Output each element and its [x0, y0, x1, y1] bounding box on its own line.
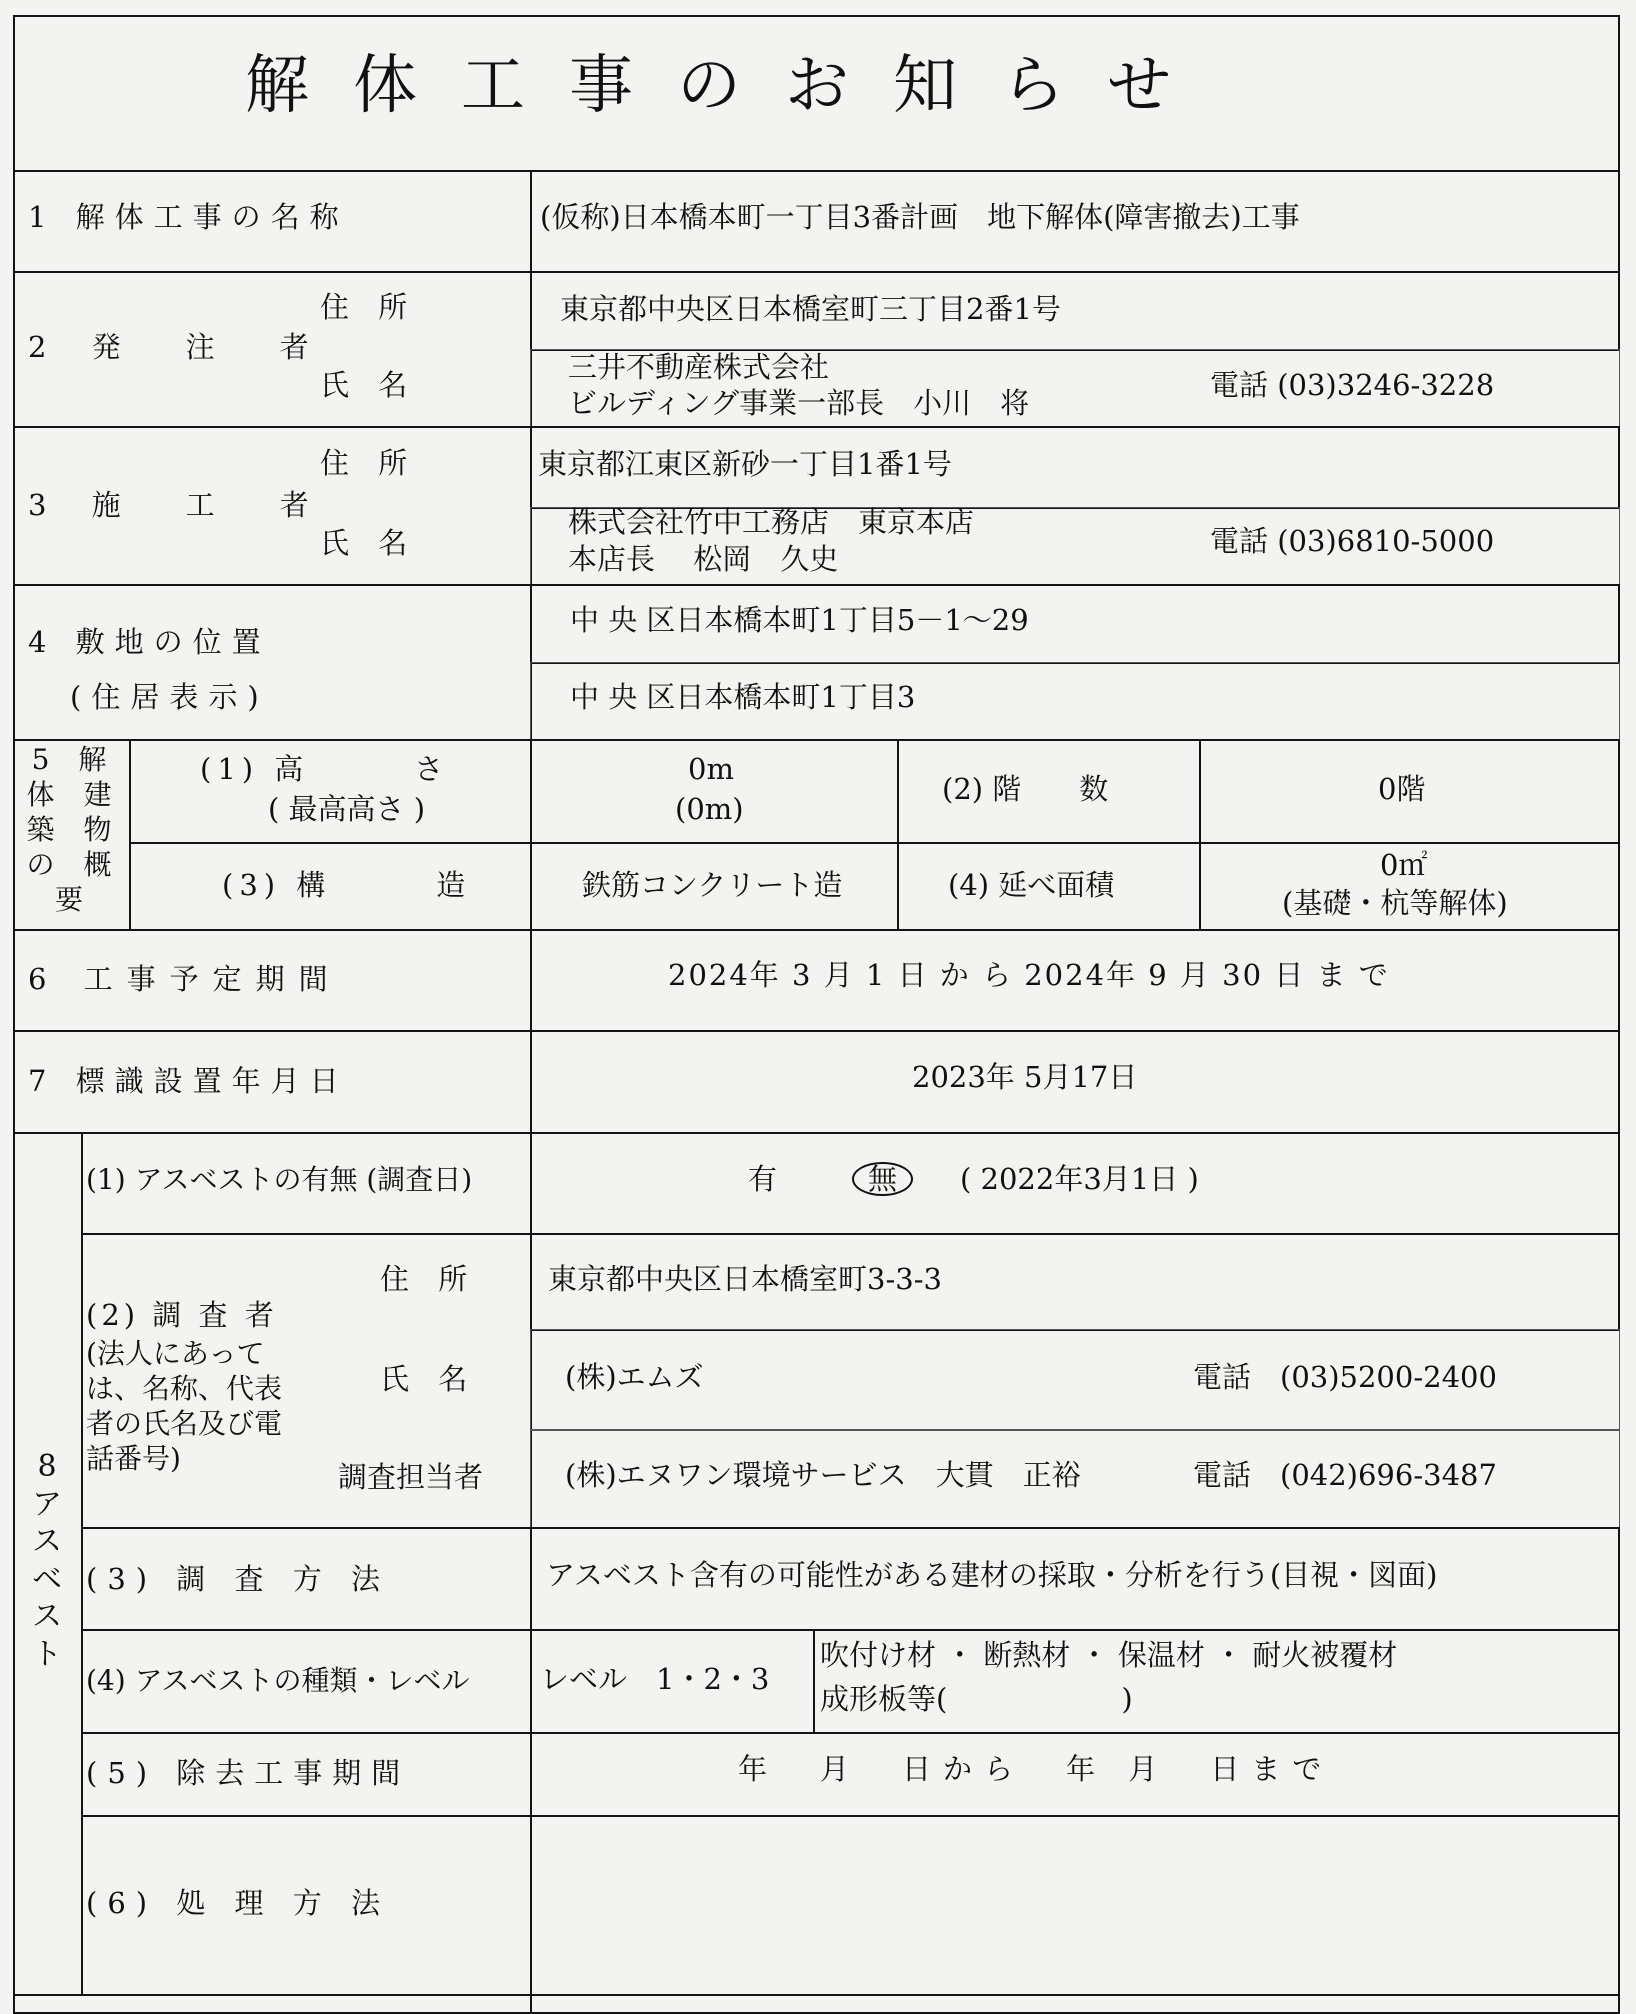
client-address: 東京都中央区日本橋室町三丁目2番1号	[560, 292, 1061, 326]
surveyor-address: 東京都中央区日本橋室町3-3-3	[548, 1262, 942, 1296]
surveyor-note: (法人にあっては、名称、代表者の氏名及び電話番号)	[86, 1337, 283, 1475]
structure-label: (3) 構 造	[222, 868, 472, 902]
height-value: 0m	[688, 752, 734, 786]
client-name-line1: 三井不動産株式会社	[568, 350, 830, 384]
sign-installation-date: 2023年 5月17日	[912, 1060, 1138, 1094]
row8-side-label: 8アスベスト	[32, 1449, 62, 1672]
row2-addr-label: 住 所	[320, 290, 418, 324]
client-name-line2: ビルディング事業一部長 小川 将	[568, 386, 1030, 420]
removal-period-label: (5) 除去工事期間	[86, 1756, 411, 1790]
contractor-name-line1: 株式会社竹中工務店 東京本店	[568, 505, 975, 539]
next-row-value-cell	[530, 1994, 1620, 2014]
area-value-sub: (基礎・杭等解体)	[1282, 886, 1508, 920]
floors-value: 0階	[1378, 772, 1426, 806]
surveyor-phone: 電話 (03)5200-2400	[1193, 1360, 1497, 1394]
survey-method: アスベスト含有の可能性がある建材の採取・分析を行う(目視・図面)	[546, 1558, 1438, 1592]
contractor-name-line2: 本店長 松岡 久史	[568, 542, 839, 576]
row4-label: 4 敷地の位置	[28, 625, 271, 659]
row7-label: 7 標識設置年月日	[28, 1064, 349, 1098]
surveyor-name-label: 氏 名	[380, 1362, 478, 1396]
survey-method-label: (3) 調 査 方 法	[86, 1562, 390, 1596]
next-row-label-cell	[13, 1994, 532, 2014]
row6-label: 6 工事予定期間	[28, 962, 342, 996]
asbestos-yes-option: 有	[748, 1162, 778, 1196]
row3-addr-label: 住 所	[320, 446, 418, 480]
surveyor-staff: (株)エヌワン環境サービス 大貫 正裕	[565, 1458, 1081, 1492]
asbestos-presence-label: (1) アスベストの有無 (調査日)	[86, 1163, 473, 1196]
contractor-phone: 電話 (03)6810-5000	[1210, 524, 1495, 558]
asbestos-type-label: (4) アスベストの種類・レベル	[86, 1664, 470, 1697]
asbestos-types: 吹付け材 ・ 断熱材 ・ 保温材 ・ 耐火被覆材	[820, 1638, 1398, 1672]
area-label: (4) 延べ面積	[948, 868, 1115, 902]
height-sub-label: ( 最高高さ )	[268, 792, 426, 826]
surveyor-addr-label: 住 所	[380, 1262, 478, 1296]
surveyor-staff-phone: 電話 (042)696-3487	[1193, 1458, 1497, 1492]
construction-period: 2024年 3 月 1 日 か ら 2024年 9 月 30 日 ま で	[668, 958, 1390, 992]
asbestos-level: レベル 1・2・3	[540, 1662, 770, 1696]
disposal-method-value-cell	[530, 1815, 1620, 1996]
row4-sub-label: (住居表示)	[70, 680, 269, 714]
survey-date: ( 2022年3月1日 )	[960, 1162, 1199, 1196]
row5-side-label: 5 解体 建築 物の 概要	[26, 743, 122, 916]
row2-label: 2 発 注 者	[28, 330, 327, 364]
height-value-sub: (0m)	[675, 792, 744, 826]
surveyor-staff-label: 調査担当者	[338, 1460, 484, 1494]
contractor-address: 東京都江東区新砂一丁目1番1号	[538, 447, 952, 481]
area-value: 0㎡	[1380, 848, 1428, 882]
height-label: (1) 高 さ	[200, 752, 450, 786]
row2-name-label: 氏 名	[320, 368, 418, 402]
floors-label: (2) 階 数	[942, 772, 1109, 806]
client-phone: 電話 (03)3246-3228	[1210, 368, 1495, 402]
disposal-method-label: (6) 処 理 方 法	[86, 1886, 390, 1920]
site-location-address: 中 央 区日本橋本町1丁目3	[570, 680, 916, 714]
surveyor-label: (2) 調 査 者	[86, 1298, 278, 1332]
page-title: 解体工事のお知らせ	[245, 49, 1216, 123]
asbestos-types-other: 成形板等( )	[820, 1682, 1133, 1716]
asbestos-no-option-circled: 無	[852, 1162, 913, 1196]
row3-name-label: 氏 名	[320, 526, 418, 560]
site-location-lot: 中 央 区日本橋本町1丁目5－1～29	[570, 603, 1029, 637]
project-name: (仮称)日本橋本町一丁目3番計画 地下解体(障害撤去)工事	[540, 200, 1300, 234]
surveyor-name: (株)エムズ	[565, 1360, 704, 1394]
row4-label-cell	[13, 584, 532, 741]
row1-label: 1 解体工事の名称	[28, 200, 349, 234]
removal-period: 年 月 日から 年 月 日まで	[738, 1752, 1334, 1786]
row3-label: 3 施 工 者	[28, 488, 327, 522]
structure-value: 鉄筋コンクリート造	[582, 868, 843, 902]
